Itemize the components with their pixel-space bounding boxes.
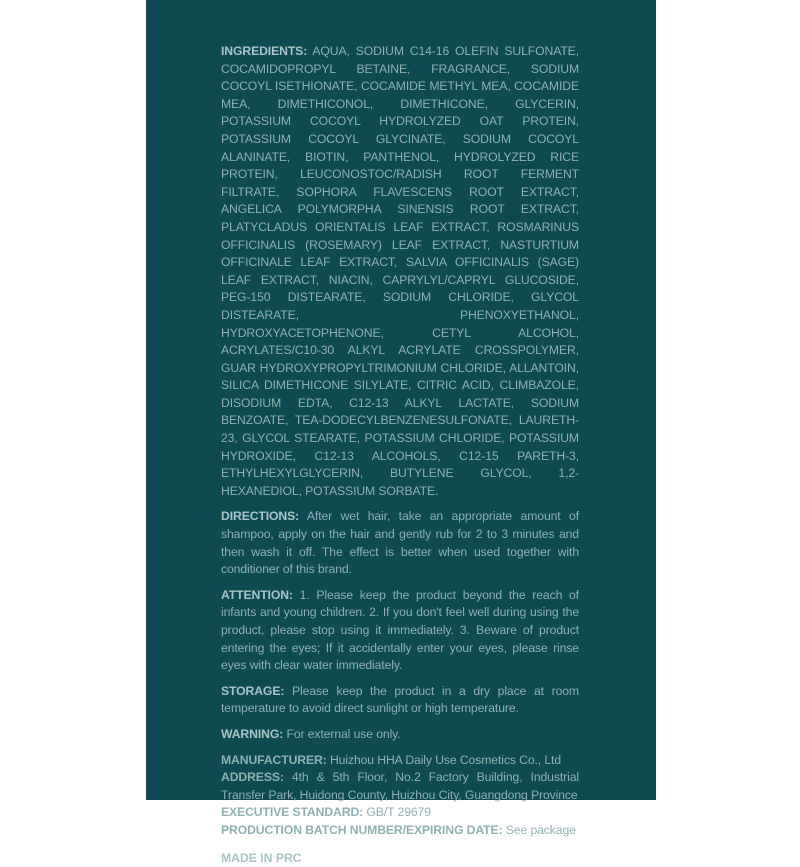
executive-standard-heading: EXECUTIVE STANDARD:	[221, 805, 364, 820]
batch-line	[221, 822, 579, 840]
product-label-panel	[146, 0, 656, 865]
directions-text: After wet hair, take an appropriate amount of shampoo, apply on the hair and gently rub for 2 to 3 minutes and then wash it off. The effect is better when used together with conditioner of this brand.	[221, 509, 579, 577]
made-in-text: MADE IN PRC	[221, 850, 302, 865]
manufacturer-heading: MANUFACTURER:	[221, 752, 327, 767]
address-line	[221, 769, 579, 804]
ingredients-heading: INGREDIENTS:	[221, 44, 308, 58]
batch-text: See package	[505, 822, 576, 837]
address-heading: ADDRESS:	[221, 770, 284, 785]
made-in-line	[221, 850, 579, 867]
executive-standard-text: GB/T 29679	[366, 805, 431, 820]
ingredients-text: AQUA, SODIUM C14-16 OLEFIN SULFONATE, COCAMIDOPROPYL BETAINE, FRAGRANCE, SODIUM COCOYL ISETHIONATE, COCAMIDE METHYL MEA, COCAMIDE MEA, DIMETHICONOL, DIMETHICONE, GLYCERIN, POTASSIUM COCOYL HYDROLYZED OAT PROTEIN, POTASSIUM COCOYL GLYCINATE, SODIUM COCOYL ALANINATE, BIOTIN, PANTHENOL, HYDROLYZED RICE PROTEIN, LEUCONOSTOC/RADISH ROOT FERMENT FILTRATE, SOPHORA FLAVESCENS ROOT EXTRACT, ANGELICA POLYMORPHA SINENSIS ROOT EXTRACT, PLATYCLADUS ORIENTALIS LEAF EXTRACT, ROSMARINUS OFFICINALIS (ROSEMARY) LEAF EXTRACT, NASTURTIUM OFFICINALE LEAF EXTRACT, SALVIA OFFICINALIS (SAGE) LEAF EXTRACT, NIACIN, CAPRYLYL/CAPRYL GLUCOSIDE, PEG-150 DISTEARATE, SODIUM CHLORIDE, GLYCOL DISTEARATE, PHENOXYETHANOL, HYDROXYACETOPHENONE, CETYL ALCOHOL, ACRYLATES/C10-30 ALKYL ACRYLATE CROSSPOLYMER, GUAR HYDROXYPROPYLTRIMONIUM CHLORIDE, ALLANTOIN, SILICA DIMETHICONE SILYLATE, CITRIC ACID, CLIMBAZOLE, DISODIUM EDTA, C12-13 ALKYL LACTATE, SODIUM BENZOATE, TEA-DODECYLBENZENESULFONATE, LAURETH-23, GLYCOL STEARATE, POTASSIUM CHLORIDE, POTASSIUM HYDROXIDE, C12-13 ALCOHOLS, C12-15 PARETH-3, ETHYLHEXYLGLYCERIN, BUTYLENE GLYCOL, 1,2-HEXANEDIOL, POTASSIUM SORBATE.	[221, 44, 579, 498]
warning-heading: WARNING:	[221, 726, 284, 741]
manufacturer-text: Huizhou HHA Daily Use Cosmetics Co., Ltd	[329, 752, 562, 767]
batch-heading: PRODUCTION BATCH NUMBER/EXPIRING DATE:	[221, 822, 503, 837]
address-text: 4th & 5th Floor, No.2 Factory Building, Industrial Transfer Park, Huidong County, Huizhou City, Guangdong Province	[221, 770, 579, 802]
manufacturer-line	[221, 752, 579, 770]
directions-heading: DIRECTIONS:	[221, 509, 300, 524]
directions-section	[221, 508, 579, 578]
attention-section	[221, 587, 579, 675]
ingredients-section	[221, 43, 579, 500]
storage-section	[221, 683, 579, 718]
warning-section	[221, 726, 579, 744]
executive-standard-line	[221, 804, 579, 822]
storage-text: Please keep the product in a dry place at room temperature to avoid direct sunlight or high temperature.	[221, 683, 579, 716]
attention-heading: ATTENTION:	[221, 587, 293, 602]
attention-text: 1. Please keep the product beyond the reach of infants and young children. 2. If you don't feel well during using the product, please stop using it immediately. 3. Beware of product entering the eyes; If it accidentally enter your eyes, please rinse eyes with clear water immediately.	[221, 587, 579, 673]
storage-heading: STORAGE:	[221, 683, 285, 698]
manufacturer-info-block	[221, 752, 579, 840]
warning-text: For external use only.	[286, 726, 401, 741]
